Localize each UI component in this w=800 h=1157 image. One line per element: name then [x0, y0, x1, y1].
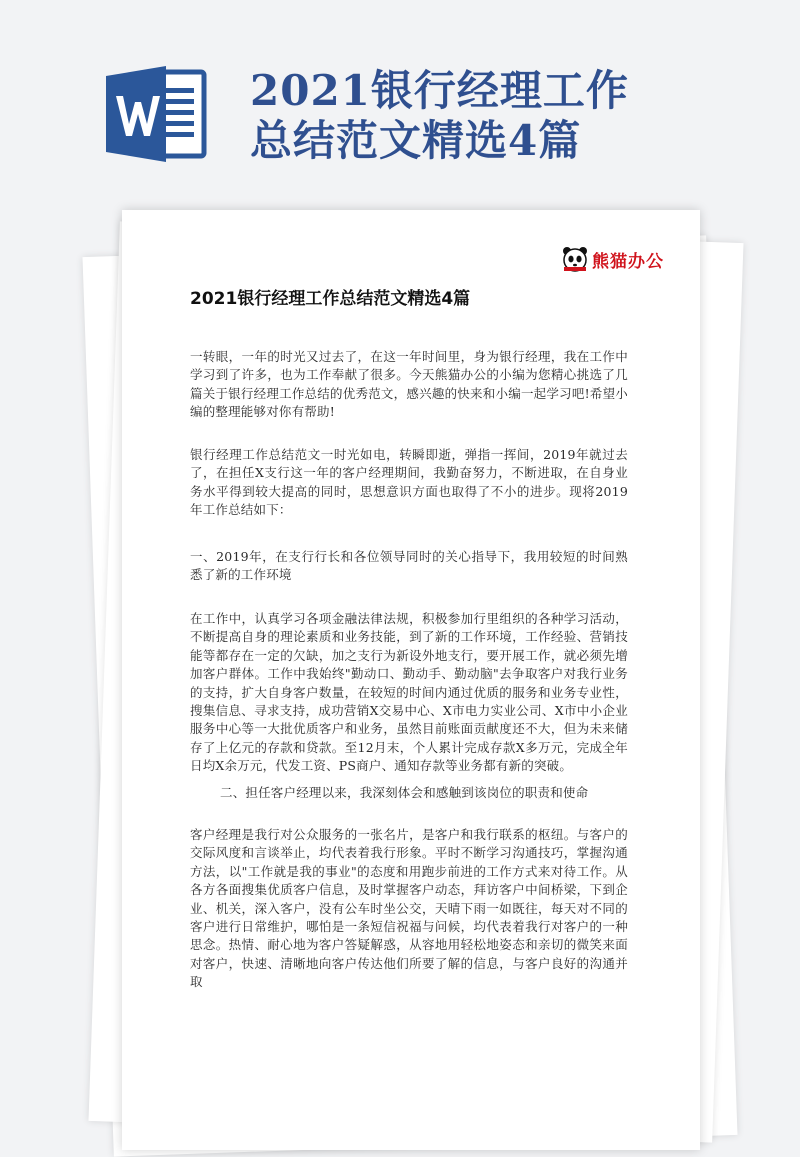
document-title: 2021银行经理工作总结范文精选4篇 — [190, 289, 471, 309]
panda-icon — [562, 246, 588, 272]
brand-logo — [562, 246, 664, 272]
cover-title-line-2: 总结范文精选4篇 — [250, 116, 582, 165]
cover-title-line-1: 2021银行经理工作 — [250, 66, 629, 115]
document-page — [122, 210, 700, 1150]
summary-intro-paragraph: 银行经理工作总结范文一时光如电，转瞬即逝，弹指一挥间，2019年就过去了，在担任X支行这一年的客户经理期间，我勤奋努力，不断进取，在自身业务水平得到较大提高的同时，思想意识方面也取得了不小的进步。现将2019年工作总结如下： — [190, 447, 628, 518]
cover-header — [0, 0, 800, 200]
work-paragraph: 在工作中，认真学习各项金融法律法规，积极参加行里组织的各种学习活动，不断提高自身的理论素质和业务技能，到了新的工作环境，工作经验、营销技能等都存在一定的欠缺，加之支行为新设外地支行，要开展工作，就必须先增加客户群体。工作中我始终"勤动口、勤动手、勤动脑"去争取客户对我行业务的支持，扩大自身客户数量，在较短的时间内通过优质的服务和业务专业性，搜集信息、寻求支持，成功营销X交易中心、X市电力实业公司、X市中小企业服务中心等一大批优质客户和业务，虽然目前账面贡献度还不大，但为未来储存了上亿元的存款和贷款。至12月末，个人累计完成存款X多万元，完成全年日均X余万元，代发工资、PS商户、通知存款等业务都有新的突破。 — [190, 611, 628, 774]
section-heading-2: 二、担任客户经理以来，我深刻体会和感触到该岗位的职责和使命 — [220, 785, 589, 800]
intro-paragraph: 一转眼，一年的时光又过去了，在这一年时间里，身为银行经理，我在工作中学习到了许多，也为工作奉献了很多。今天熊猫办公的小编为您精心挑选了几篇关于银行经理工作总结的优秀范文，感兴趣的快来和小编一起学习吧!希望小编的整理能够对你有帮助! — [190, 349, 628, 420]
section-heading-1: 一、2019年，在支行行长和各位领导同时的关心指导下，我用较短的时间熟悉了新的工作环境 — [190, 549, 628, 583]
brand-name: 熊猫办公 — [592, 251, 664, 272]
word-document-icon — [104, 62, 216, 166]
cover-title — [250, 66, 770, 166]
client-manager-paragraph: 客户经理是我行对公众服务的一张名片，是客户和我行联系的枢纽。与客户的交际风度和言谈举止，均代表着我行形象。平时不断学习沟通技巧，掌握沟通方法，以"工作就是我的事业"的态度和用跑步前进的工作方式来对待工作。从各方各面搜集优质客户信息，及时掌握客户动态，拜访客户中间桥梁，下到企业、机关，深入客户，没有公车时坐公交，天晴下雨一如既往，每天对不同的客户进行日常维护，哪怕是一条短信祝福与问候，均代表着我行对客户的一种思念。热情、耐心地为客户答疑解惑，从容地用轻松地姿态和亲切的微笑来面对客户，快速、清晰地向客户传达他们所要了解的信息，与客户良好的沟通并取 — [190, 827, 628, 990]
